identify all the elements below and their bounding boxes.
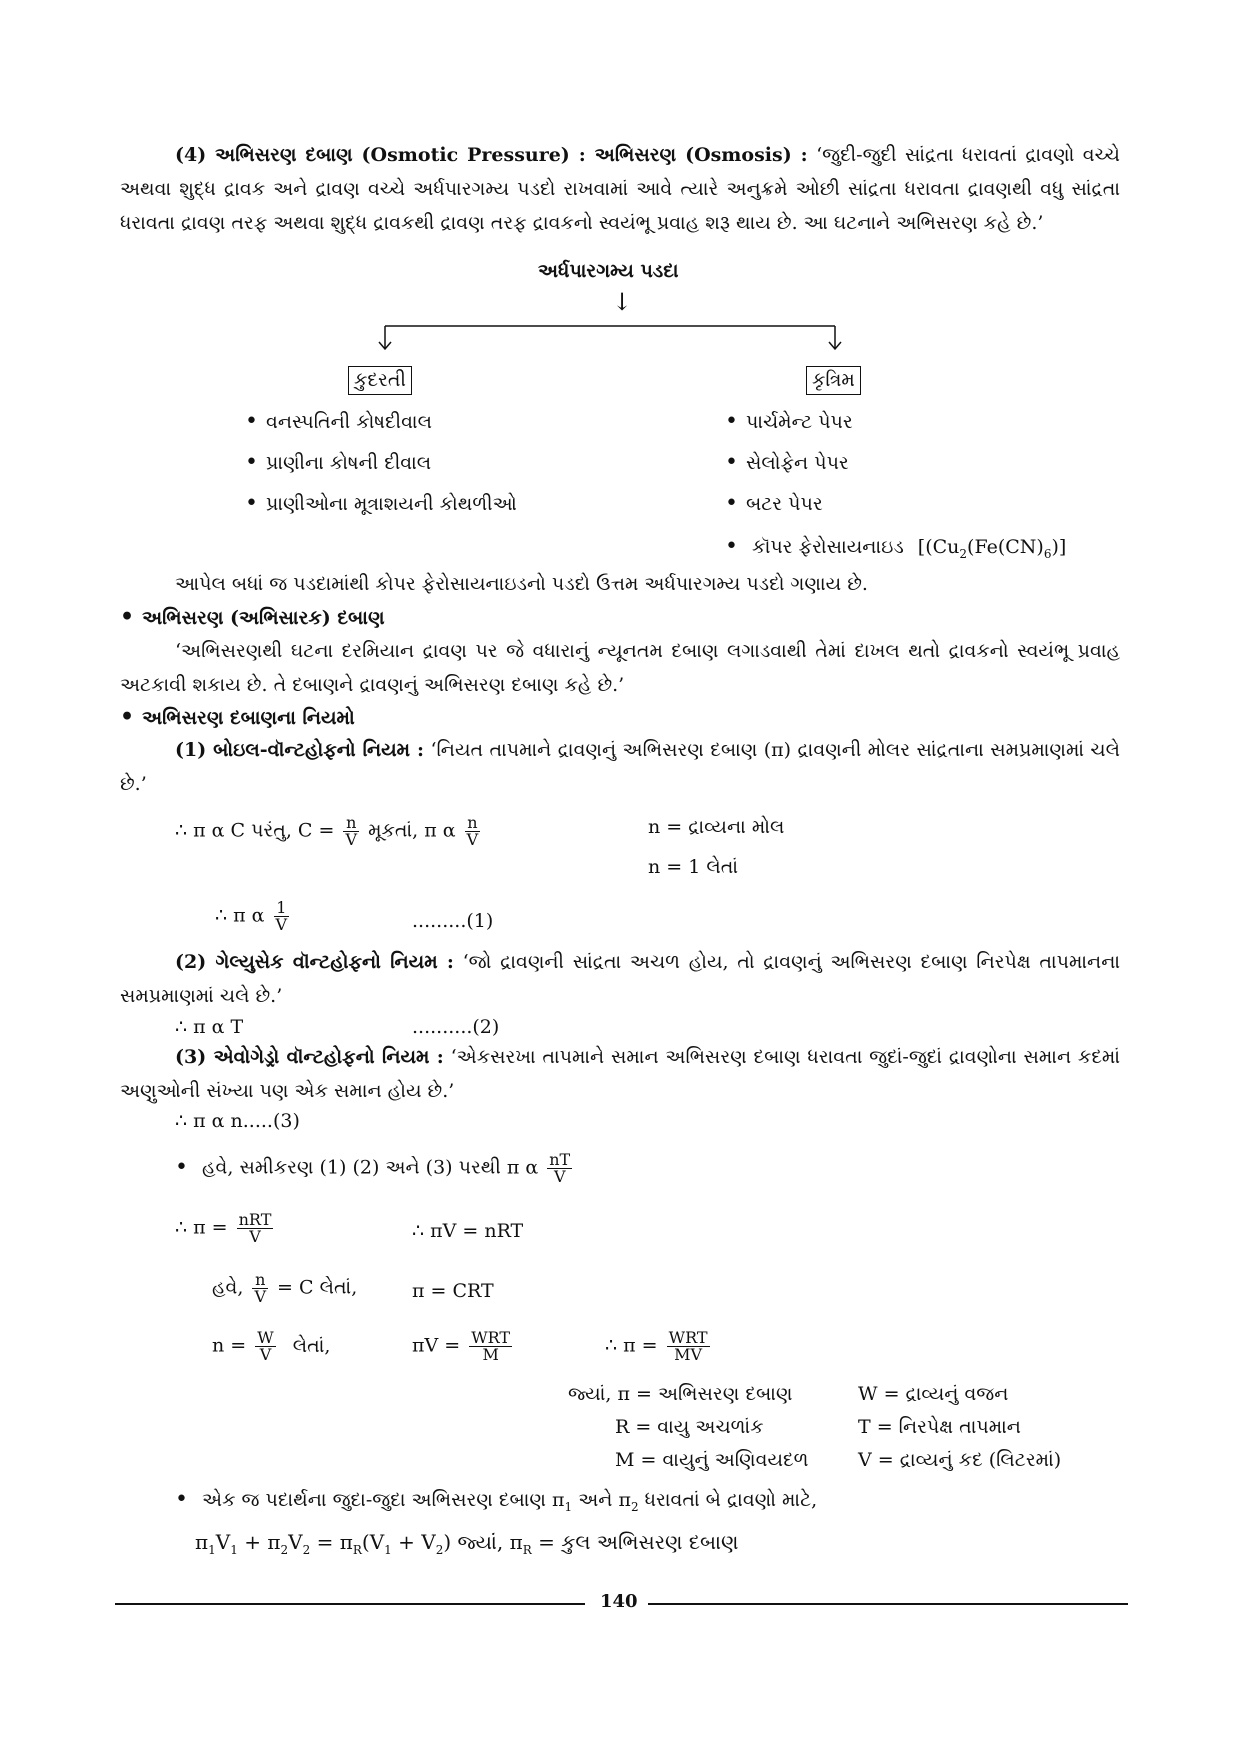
diagram-connector: [370, 318, 850, 354]
natural-label: કુદરતી: [348, 366, 412, 395]
subscript: 1: [208, 1543, 216, 1557]
eq-part: મૂકતાં, π α: [368, 819, 456, 842]
footer-rule-right: [648, 1603, 1128, 1605]
subscript: 1: [384, 1543, 392, 1557]
mixture-formula: [195, 1532, 738, 1556]
law3-equation: ∴ π α n.....(3): [175, 1110, 300, 1132]
legend-pi: જ્યાં, π = અભિસરણ દબાણ: [568, 1383, 793, 1405]
law2-text: ‘જો દ્રાવણની સાંદ્રતા અચળ હોય, તો દ્રાવણનું અભિસરણ દબાણ નિરપેક્ષ તાપમાનના સમપ્રમાણમાં ચલે છે.’: [120, 951, 1121, 1007]
fraction-wrt-mv: $\frac{\text{WRT}}{MV}$: [668, 1328, 708, 1364]
law1-title: (1) બોઇલ-વૉન્ટહોફનો નિયમ :: [175, 739, 425, 761]
best-membrane-note: આપેલ બધાં જ પડદામાંથી કોપર ફેરોસાયનાઇડનો પડદો ઉત્તમ અર્ધપારગમ્ય પડદો ગણાય છે.: [175, 573, 868, 595]
diagram-title: અર્ધપારગમ્ય પડદા: [538, 260, 679, 282]
law1-text: ‘નિયત તાપમાને દ્રાવણનું અભિસરણ દબાણ (π) દ્રાવણની મોલર સાંદ્રતાના સમપ્રમાણમાં ચલે છે.’: [120, 739, 1120, 795]
law3-paragraph: [120, 1040, 1120, 1108]
fraction-nt-v: $\frac{nT}{V}$: [549, 1150, 571, 1186]
subscript: R: [352, 1543, 362, 1557]
fraction-1-v: $\frac{1}{V}$: [275, 898, 288, 934]
eq1-tag: .........(1): [412, 910, 494, 932]
natural-item: • પ્રાણીના કોષની દીવાલ: [245, 452, 431, 474]
natural-item: • વનસ્પતિની કોષદીવાલ: [245, 411, 432, 433]
eq-part: લેતાં,: [292, 1334, 331, 1357]
footer-rule-left: [115, 1603, 585, 1605]
laws-heading: • અભિસરણ દબાણના નિયમો: [120, 706, 355, 728]
law2-paragraph: [120, 945, 1120, 1013]
artificial-item-copper: [725, 536, 1066, 560]
note-n-one: n = 1 લેતાં: [648, 856, 738, 878]
mixture-line: [175, 1489, 817, 1513]
law3-title: (3) એવોગેડ્રો વૉન્ટહોફનો નિયમ :: [175, 1046, 444, 1068]
piv-wrt-equation: [412, 1330, 515, 1363]
down-arrow-icon: ↓: [612, 288, 633, 316]
subscript: 1: [230, 1543, 238, 1557]
subscript: R: [522, 1543, 532, 1557]
pi-equation: [175, 1212, 276, 1245]
eq-part: = C લેતાં,: [277, 1276, 358, 1299]
formula-part: )]: [1051, 536, 1067, 558]
f-part: π: [195, 1530, 209, 1554]
eq-part: હવે, સમીકરણ (1) (2) અને (3) પરથી π α: [202, 1156, 539, 1179]
formula-part: (Fe(CN): [967, 536, 1044, 558]
eq-part: ∴ π =: [605, 1334, 658, 1357]
fraction-n-v: $\frac{n}{V}$: [466, 813, 479, 849]
natural-item: • પ્રાણીઓના મૂત્રાશયની કોથળીઓ: [245, 493, 517, 515]
subscript: 1: [564, 1499, 573, 1514]
legend-m: M = વાયુનું અણિવયદળ: [615, 1449, 809, 1471]
legend-r: R = વાયુ અચળાંક: [615, 1416, 764, 1438]
copper-label: કૉપર ફેરોસાયનાઇડ: [752, 536, 904, 558]
law1-equation: [175, 815, 483, 848]
subscript: 2: [435, 1543, 444, 1557]
pi-wrt-mv-equation: [605, 1330, 713, 1363]
fraction-wrt-m: $\frac{\text{WRT}}{M}$: [471, 1328, 511, 1364]
intro-paragraph: [120, 138, 1120, 240]
fraction-n-v: $\frac{n}{V}$: [254, 1270, 266, 1306]
text-part: અને π: [578, 1489, 631, 1511]
eq-part: ∴ π α C પરંતુ, C =: [175, 819, 335, 842]
eq-part: ∴ π =: [175, 1216, 228, 1239]
f-part: + π: [237, 1530, 281, 1554]
subscript: 2: [630, 1499, 639, 1514]
subscript: 2: [280, 1543, 289, 1557]
combined-line: [175, 1152, 575, 1185]
legend-w: W = દ્રાવ્યનું વજન: [858, 1383, 1009, 1405]
osmotic-pressure-heading: • અભિસરણ (અભિસારક) દબાણ: [120, 606, 385, 628]
crt-equation: π = CRT: [412, 1280, 494, 1302]
artificial-item: • પાર્ચમેન્ટ પેપર: [725, 411, 853, 433]
intro-heading: (4) અભિસરણ દબાણ (Osmotic Pressure) : અભિસરણ (Osmosis) :: [175, 144, 808, 166]
formula-sub: 6: [1043, 546, 1052, 561]
osmotic-pressure-definition: ‘અભિસરણથી ઘટના દરમિયાન દ્રાવણ પર જે વધારાનું ન્યૂનતમ દબાણ લગાડવાથી તેમાં દાખલ થતો દ્રાવકનો સ્વયંભૂ પ્રવાહ અટકાવી શકાય છે. તે દબાણને દ્રાવણનું અભિસરણ દબાણ કહે છે.’: [120, 640, 1120, 696]
artificial-item: • સેલોફેન પેપર: [725, 452, 849, 474]
text-part: ધરાવતાં બે દ્રાવણો માટે,: [644, 1489, 818, 1511]
legend-t: T = નિરપેક્ષ તાપમાન: [858, 1416, 1021, 1438]
f-part: V: [215, 1530, 231, 1554]
text-part: એક જ પદાર્થના જુદા-જુદા અભિસરણ દબાણ π: [202, 1489, 565, 1511]
f-part: V: [288, 1530, 303, 1554]
formula-part: [(Cu: [917, 536, 960, 558]
law3-text: ‘એકસરખા તાપમાને સમાન અભિસરણ દબાણ ધરાવતા જુદાં-જુદાં દ્રાવણોના સમાન કદમાં અણુઓની સંખ્યા પણ એક સમાન હોય છે.’: [120, 1046, 1121, 1102]
formula-sub: 2: [959, 546, 968, 561]
law1-paragraph: [120, 733, 1120, 801]
f-part: ) જ્યાં, π: [443, 1530, 523, 1554]
c-equation: [212, 1272, 357, 1305]
artificial-label: કૃત્રિમ: [806, 366, 861, 395]
subscript: 2: [302, 1543, 311, 1557]
fraction-n-v: $\frac{n}{V}$: [345, 813, 358, 849]
f-part: + V: [391, 1530, 436, 1554]
piv-equation: ∴ πV = nRT: [412, 1220, 524, 1242]
f-part: (V: [361, 1530, 385, 1554]
law2-title: (2) ગેલ્યુસેક વૉન્ટહોફનો નિયમ :: [175, 951, 454, 973]
eq-part: હવે,: [212, 1276, 244, 1299]
note-n-moles: n = દ્રાવ્યના મોલ: [648, 816, 785, 838]
law2-equation: ∴ π α T: [175, 1016, 244, 1038]
eq-part: ∴ π α: [215, 904, 265, 927]
law1-result: [215, 900, 292, 933]
legend-v: V = દ્રાવ્યનું કદ (લિટરમાં): [858, 1449, 1062, 1471]
f-part: = π: [310, 1530, 353, 1554]
eq-part: n =: [212, 1334, 247, 1357]
eq-part: πV =: [412, 1334, 461, 1357]
intro-text: ‘જુદી-જુદી સાંદ્રતા ધરાવતાં દ્રાવણો વચ્ચે અથવા શુદ્ધ દ્રાવક અને દ્રાવણ વચ્ચે અર્ધપારગમ્ય પડદો રાખવામાં આવે ત્યારે અનુક્રમે ઓછી સાંદ્રતા ધરાવતા દ્રાવણથી વધુ સાંદ્રતા ધરાવતા દ્રાવણ તરફ અથવા શુદ્ધ દ્રાવકથી દ્રાવણ તરફ દ્રાવકનો સ્વયંભૂ પ્રવાહ શરૂ થાય છે. આ ઘટનાને અભિસરણ કહે છે.’: [120, 144, 1120, 234]
n-equation: [212, 1330, 330, 1363]
f-part: = કુલ અભિસરણ દબાણ: [531, 1530, 739, 1554]
fraction-nrt-v: $\frac{\text{nRT}}{V}$: [238, 1210, 272, 1246]
eq2-tag: ..........(2): [412, 1016, 500, 1038]
artificial-item: • બટર પેપર: [725, 493, 823, 515]
page-number: 140: [600, 1591, 638, 1612]
fraction-w-v: $\frac{W}{V}$: [257, 1328, 274, 1364]
